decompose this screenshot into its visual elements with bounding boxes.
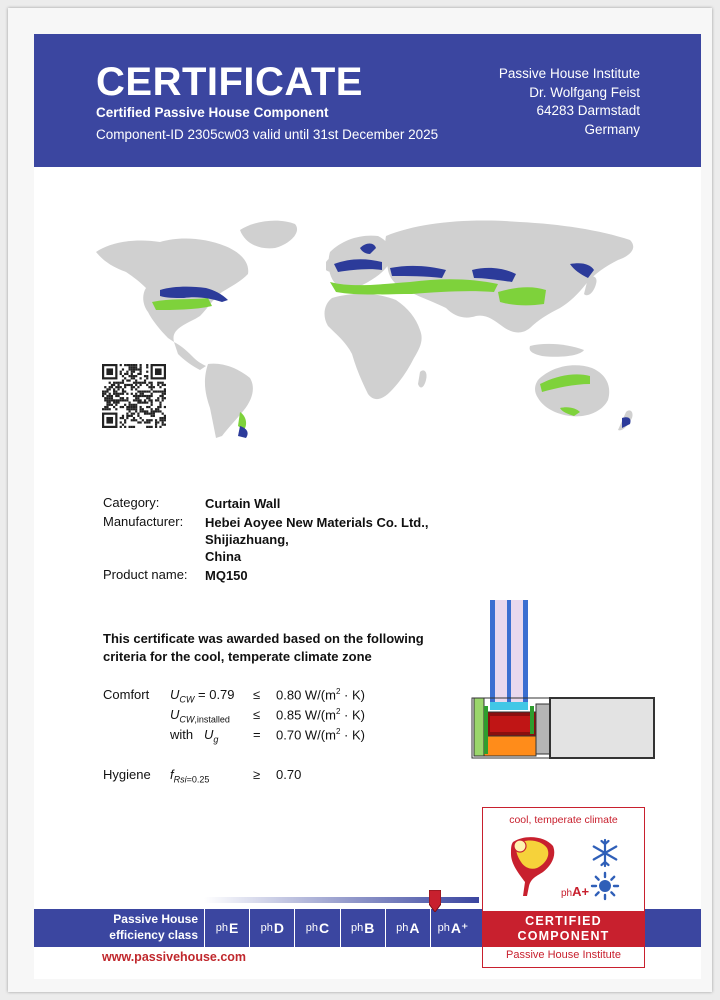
qr-finder-square [106,368,113,375]
institute-line: Passive House Institute [498,66,640,81]
seal-certified-band [483,911,644,947]
world-climate-map [90,212,642,442]
seal-ph-prefix: ph [561,888,573,899]
curtain-wall-section-drawing [466,600,658,766]
product-name-label: Product name: [103,567,188,582]
hygiene-label: Hygiene [103,767,151,782]
class-grade: A [409,920,420,936]
institute-line: 64283 Darmstadt [536,103,640,119]
product-name-value: MQ150 [205,568,248,583]
passive-house-logo-icon [507,834,559,898]
seal-institute-label: Passive House Institute [506,949,621,961]
sun-icon [590,871,620,901]
class-phB [340,909,385,947]
f-sub-value: =0.25 [186,774,210,785]
comfort-label: Comfort [103,687,150,702]
category-value: Curtain Wall [205,496,281,511]
ug-term [170,727,218,745]
efficiency-label-line: efficiency class [109,928,198,942]
seal-band-line: COMPONENT [517,929,610,943]
qr-finder-square [106,417,113,424]
leq-symbol: ≤ [253,707,261,722]
manufacturer-label: Manufacturer: [103,514,184,529]
efficiency-class-label [86,911,198,943]
criteria-line: criteria for the cool, temperate climate zone [103,648,372,664]
leq-symbol: ≤ [253,687,261,702]
u-installed-limit [276,707,365,722]
u-cw-limit [276,687,365,702]
class-prefix: ph [260,922,273,934]
criteria-line: This certificate was awarded based on the following [103,631,424,646]
class-phD [249,909,294,947]
header-band [34,34,701,167]
component-id: Component-ID 2305cw03 valid until 31st December 2025 [96,127,439,142]
class-prefix: ph [215,922,229,934]
unit-tail: · K) [344,687,365,703]
class-grade: B [364,920,375,936]
limit-value: 0.70 W/(m [276,727,336,743]
institute-line: Dr. Wolfgang Feist [529,84,640,100]
class-grade: E [229,920,239,936]
snowflake-icon [590,838,620,868]
criteria-formulas [103,685,423,795]
institute-address [499,65,640,139]
u-sub: CW [179,714,195,725]
seal-band-line: CERTIFIED [525,914,602,928]
class-prefix: ph [305,922,319,934]
class-phE [204,909,249,947]
squared: 2 [335,727,341,736]
u-cw-term [170,687,235,705]
u-symbol: U [203,727,214,742]
f-sub: Rsi [173,774,187,785]
squared: 2 [335,687,341,696]
class-phA-plus [430,909,475,947]
manufacturer-value [205,514,428,565]
qr-code[interactable] [102,364,166,428]
u-symbol: U [170,707,180,722]
u-sub-installed: ,installed [194,714,230,725]
limit-value: 0.85 W/(m [276,707,336,723]
squared: 2 [335,707,341,716]
u-cw-value: = 0.79 [198,687,235,702]
frsi-term [170,767,209,785]
class-prefix: ph [437,922,450,934]
class-grade: A⁺ [450,919,469,936]
unit-tail: · K) [344,707,365,723]
qr-finder-square [155,368,162,375]
class-prefix: ph [396,922,409,934]
unit-tail: · K) [344,727,365,743]
class-prefix: ph [350,922,364,934]
ug-value [276,727,365,742]
limit-value: 0.80 W/(m [276,687,336,703]
seal-ph-grade: A+ [572,884,590,899]
certification-seal [482,807,645,968]
certificate-subtitle: Certified Passive House Component [96,105,329,120]
u-sub: CW [179,694,195,705]
u-symbol: U [170,687,180,702]
class-phA [385,909,430,947]
class-phC [294,909,339,947]
efficiency-label-line: Passive House [113,912,198,926]
seal-climate-label: cool, temperate climate [509,814,618,826]
geq-symbol: ≥ [253,767,261,782]
certificate-page [34,34,701,979]
institute-line: Germany [584,121,640,137]
hygiene-value: 0.70 [276,767,302,782]
u-sub: g [213,734,219,745]
seal-phA-plus [561,884,589,899]
class-grade: C [319,920,330,936]
efficiency-classes [204,909,475,947]
certificate-frame [8,8,712,992]
manufacturer-line: Shijiazhuang, [205,532,289,547]
class-grade: D [273,920,284,936]
eq-symbol: = [253,727,261,742]
u-installed-term [170,707,230,725]
category-label: Category: [103,495,160,510]
criteria-heading [103,630,424,665]
f-symbol: f [170,767,174,782]
website-link[interactable]: www.passivehouse.com [102,950,247,964]
manufacturer-line: China [205,549,242,564]
with-word: with [170,727,194,742]
manufacturer-line: Hebei Aoyee New Materials Co. Ltd., [205,515,429,530]
certificate-title: CERTIFICATE [96,60,363,104]
